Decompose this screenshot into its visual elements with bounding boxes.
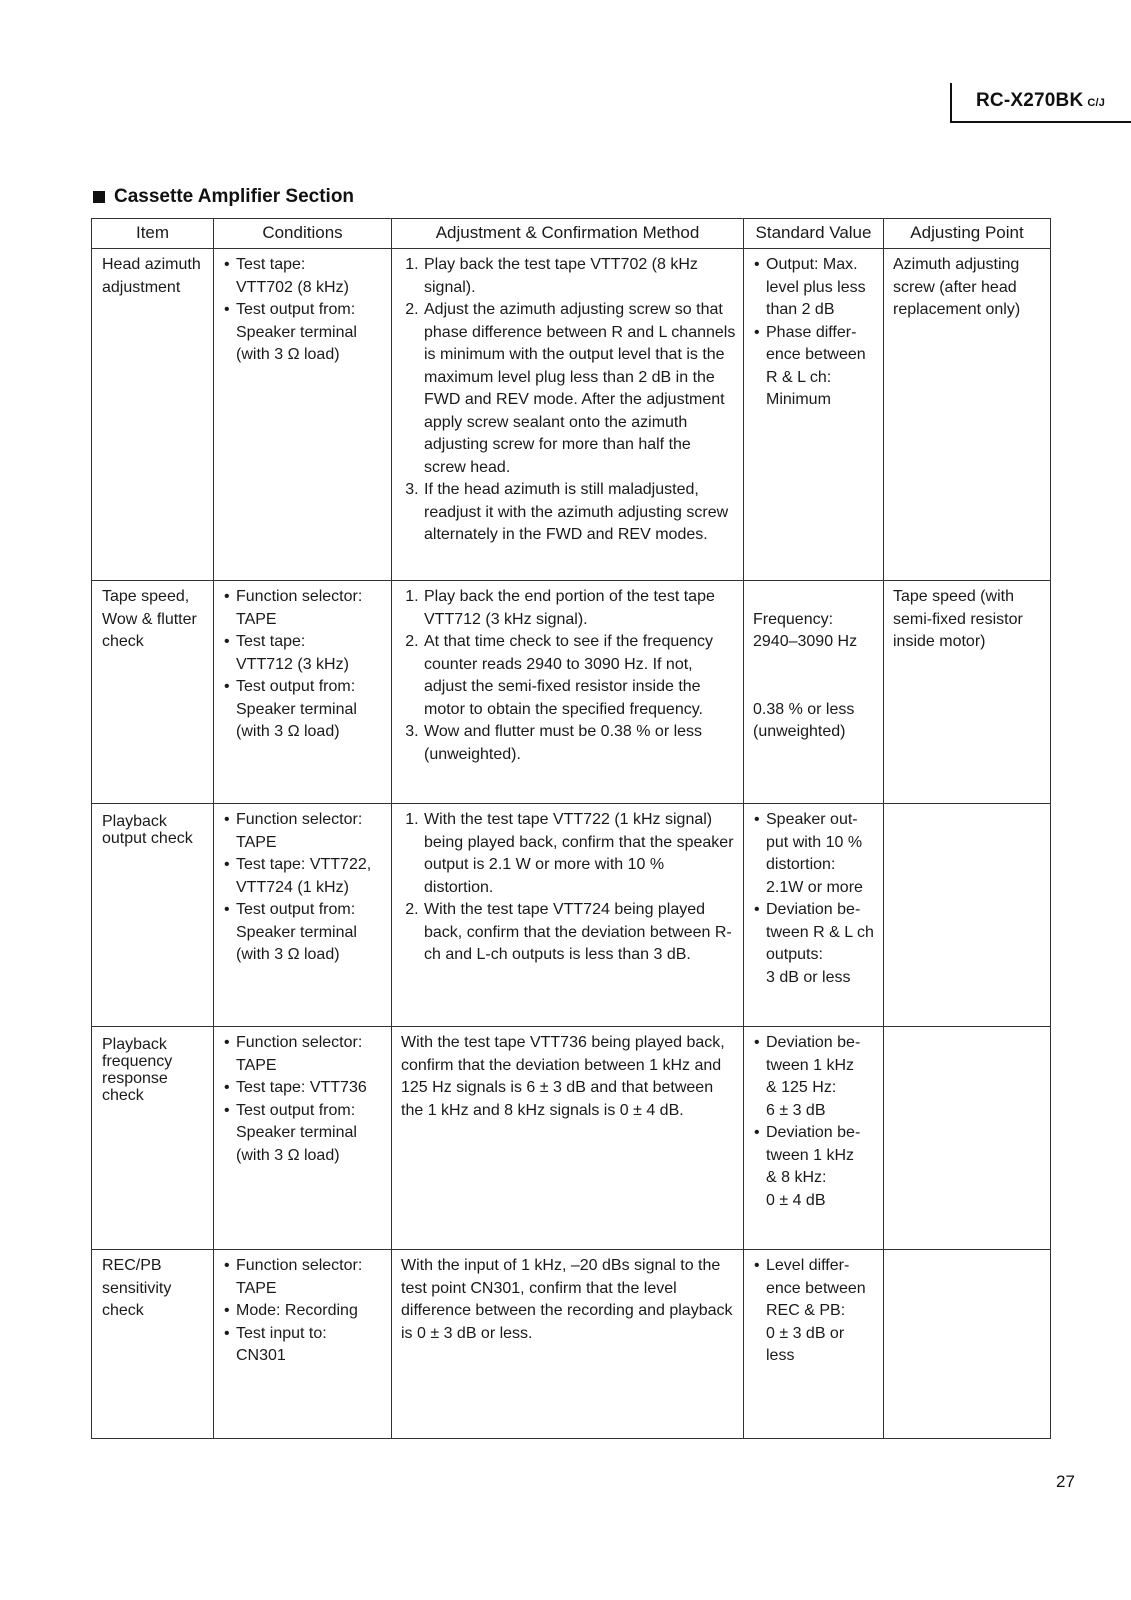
adjusting-point-cell [884, 1027, 1051, 1250]
region-code: C/J [1087, 97, 1106, 109]
standard-text: (unweighted) [753, 723, 846, 740]
condition-bullet: • Test tape: [223, 254, 385, 277]
method-step: 2. With the test tape VTT724 being played back, confirm that the deviation between R-ch and L-ch outputs is less than 3 dB. [423, 899, 737, 967]
standard-bullet: • Level differ- [753, 1255, 877, 1278]
standard-value-cell [744, 1027, 884, 1250]
condition-bullet: • Mode: Recording [223, 1300, 385, 1323]
method-cell [392, 581, 744, 804]
section-title [93, 186, 354, 208]
adjusting-point-cell [884, 249, 1051, 581]
adjustment-table [91, 218, 1051, 1439]
method-step: 1. With the test tape VTT722 (1 kHz signal) being played back, confirm that the speaker output is 2.1 W or more with 10 % distortion. [423, 809, 737, 899]
item-cell [92, 581, 214, 804]
standard-value-cell [744, 249, 884, 581]
adjusting-point-text: Azimuth adjusting screw (after head replacement only) [893, 256, 1021, 318]
condition-bullet: • Test output from: [223, 676, 385, 699]
standard-continuation: 2.1W or more [766, 878, 863, 896]
conditions-cell [214, 581, 392, 804]
item-text: Playback output check [102, 813, 193, 847]
column-header-standard-value: Standard Value [744, 219, 884, 249]
standard-continuation: distortion: [766, 856, 836, 873]
adjusting-point-cell [884, 1250, 1051, 1439]
item-cell [92, 1250, 214, 1439]
condition-continuation: (with 3 Ω load) [236, 1146, 340, 1164]
item-text: Playback frequency response check [102, 1036, 173, 1104]
condition-bullet: • Test output from: [223, 299, 385, 322]
condition-continuation: VTT702 (8 kHz) [236, 278, 349, 296]
standard-continuation: ence between [766, 1279, 866, 1297]
standard-bullet: • Deviation be- [753, 1032, 877, 1055]
item-cell [92, 249, 214, 581]
standard-continuation: outputs: [766, 946, 823, 963]
column-header-adjusting-point: Adjusting Point [884, 219, 1051, 249]
adjusting-point-text [884, 1027, 1050, 1032]
table-header-row [92, 219, 1051, 249]
square-bullet-icon [93, 191, 105, 203]
condition-bullet: • Test tape: VTT736 [223, 1077, 385, 1100]
standard-text: 2940–3090 Hz [753, 633, 858, 650]
method-text: With the input of 1 kHz, –20 dBs signal to the test point CN301, confirm that the level difference between the recording and playback is 0 ± 3 dB or less. [401, 1257, 733, 1342]
condition-continuation: TAPE [236, 1056, 277, 1074]
column-header-item: Item [92, 219, 214, 249]
table-row [92, 1250, 1051, 1439]
method-step: 3. If the head azimuth is still maladjusted, readjust it with the azimuth adjusting screw alternately in the FWD and REV modes. [423, 479, 737, 547]
method-cell [392, 1250, 744, 1439]
standard-continuation: 6 ± 3 dB [766, 1101, 826, 1119]
condition-bullet: • Function selector: [223, 586, 385, 609]
standard-bullet: • Deviation be- [753, 1122, 877, 1145]
condition-bullet: • Test output from: [223, 1100, 385, 1123]
condition-bullet: • Function selector: [223, 809, 385, 832]
standard-bullet: • Phase differ- [753, 322, 877, 345]
item-text: Head azimuth adjustment [102, 256, 201, 296]
table-row [92, 249, 1051, 581]
method-cell [392, 804, 744, 1027]
column-header-method: Adjustment & Confirmation Method [392, 219, 744, 249]
standard-continuation: R & L ch: [766, 368, 832, 386]
standard-value-cell [744, 581, 884, 804]
condition-continuation: CN301 [236, 1347, 286, 1364]
standard-continuation: put with 10 % [766, 833, 863, 851]
standard-bullet: • Output: Max. [753, 254, 877, 277]
standard-bullet: • Speaker out- [753, 809, 877, 832]
adjusting-point-text [884, 1250, 1050, 1255]
method-cell [392, 249, 744, 581]
item-text: REC/PB sensitivity check [102, 1257, 172, 1319]
method-text: With the test tape VTT736 being played back, confirm that the deviation between 1 kHz and 125 Hz signals is 6 ± 3 dB and that between the 1 kHz and 8 kHz signals is 0 ± 4 dB. [401, 1034, 725, 1119]
item-text: Tape speed, Wow & flutter check [102, 588, 197, 650]
table-row [92, 1027, 1051, 1250]
conditions-cell [214, 1027, 392, 1250]
standard-continuation: 3 dB or less [766, 968, 851, 986]
standard-bullet: • Deviation be- [753, 899, 877, 922]
standard-text: Frequency: [753, 610, 834, 628]
condition-bullet: • Test input to: [223, 1323, 385, 1346]
standard-text: 0.38 % or less [753, 700, 855, 718]
method-step: 1. Play back the test tape VTT702 (8 kHz signal). [423, 254, 737, 299]
standard-continuation: ence between [766, 346, 866, 363]
condition-bullet: • Test tape: VTT722, [223, 854, 385, 877]
model-number: RC-X270BK C/J [976, 90, 1106, 111]
condition-bullet: • Test tape: [223, 631, 385, 654]
table-row [92, 804, 1051, 1027]
standard-continuation: less [766, 1347, 795, 1364]
standard-continuation: & 125 Hz: [766, 1079, 837, 1096]
standard-continuation: tween 1 kHz [766, 1146, 855, 1164]
condition-continuation: (with 3 Ω load) [236, 946, 340, 963]
condition-continuation: Speaker terminal [236, 1124, 357, 1141]
adjusting-point-text [884, 804, 1050, 809]
table-row [92, 581, 1051, 804]
standard-continuation: than 2 dB [766, 301, 835, 318]
standard-continuation: 0 ± 3 dB or [766, 1324, 845, 1342]
standard-continuation: tween R & L ch [766, 923, 874, 941]
method-step: 2. Adjust the azimuth adjusting screw so that phase difference between R and L channels is minimum with the output level that is the maximum level plug less than 2 dB in the FWD and REV mode. After the adjustment apply screw sealant onto the azimuth adjusting screw for more than half the screw head. [423, 299, 737, 479]
section-title-text: Cassette Amplifier Section [114, 186, 355, 207]
adjusting-point-cell [884, 804, 1051, 1027]
condition-continuation: (with 3 Ω load) [236, 723, 340, 740]
condition-continuation: Speaker terminal [236, 700, 357, 718]
standard-continuation: Minimum [766, 391, 831, 408]
standard-continuation: & 8 kHz: [766, 1169, 827, 1186]
method-cell [392, 1027, 744, 1250]
adjusting-point-text: Tape speed (with semi-fixed resistor inside motor) [893, 588, 1023, 650]
condition-continuation: TAPE [236, 1279, 277, 1297]
conditions-cell [214, 1250, 392, 1439]
conditions-cell [214, 249, 392, 581]
model-header [950, 83, 1131, 123]
condition-continuation: Speaker terminal [236, 323, 357, 341]
standard-continuation: 0 ± 4 dB [766, 1191, 826, 1209]
conditions-cell [214, 804, 392, 1027]
method-step: 2. At that time check to see if the frequency counter reads 2940 to 3090 Hz. If not, adjust the semi-fixed resistor inside the motor to obtain the specified frequency. [423, 631, 737, 721]
method-steps [401, 809, 737, 967]
column-header-conditions: Conditions [214, 219, 392, 249]
standard-continuation: tween 1 kHz [766, 1056, 855, 1074]
page-number: 27 [1056, 1472, 1075, 1491]
condition-continuation: TAPE [236, 610, 277, 628]
method-steps [401, 586, 737, 766]
method-step: 3. Wow and flutter must be 0.38 % or less (unweighted). [423, 721, 737, 766]
method-steps [401, 254, 737, 547]
condition-continuation: TAPE [236, 833, 277, 851]
condition-continuation: Speaker terminal [236, 923, 357, 941]
condition-bullet: • Function selector: [223, 1255, 385, 1278]
item-cell [92, 804, 214, 1027]
standard-continuation: REC & PB: [766, 1302, 846, 1319]
item-cell [92, 1027, 214, 1250]
condition-continuation: VTT712 (3 kHz) [236, 655, 349, 673]
condition-bullet: • Function selector: [223, 1032, 385, 1055]
standard-value-cell [744, 804, 884, 1027]
condition-continuation: (with 3 Ω load) [236, 346, 340, 363]
standard-value-cell [744, 1250, 884, 1439]
condition-bullet: • Test output from: [223, 899, 385, 922]
method-step: 1. Play back the end portion of the test tape VTT712 (3 kHz signal). [423, 586, 737, 631]
adjusting-point-cell [884, 581, 1051, 804]
standard-continuation: level plus less [766, 278, 866, 296]
condition-continuation: VTT724 (1 kHz) [236, 878, 349, 896]
